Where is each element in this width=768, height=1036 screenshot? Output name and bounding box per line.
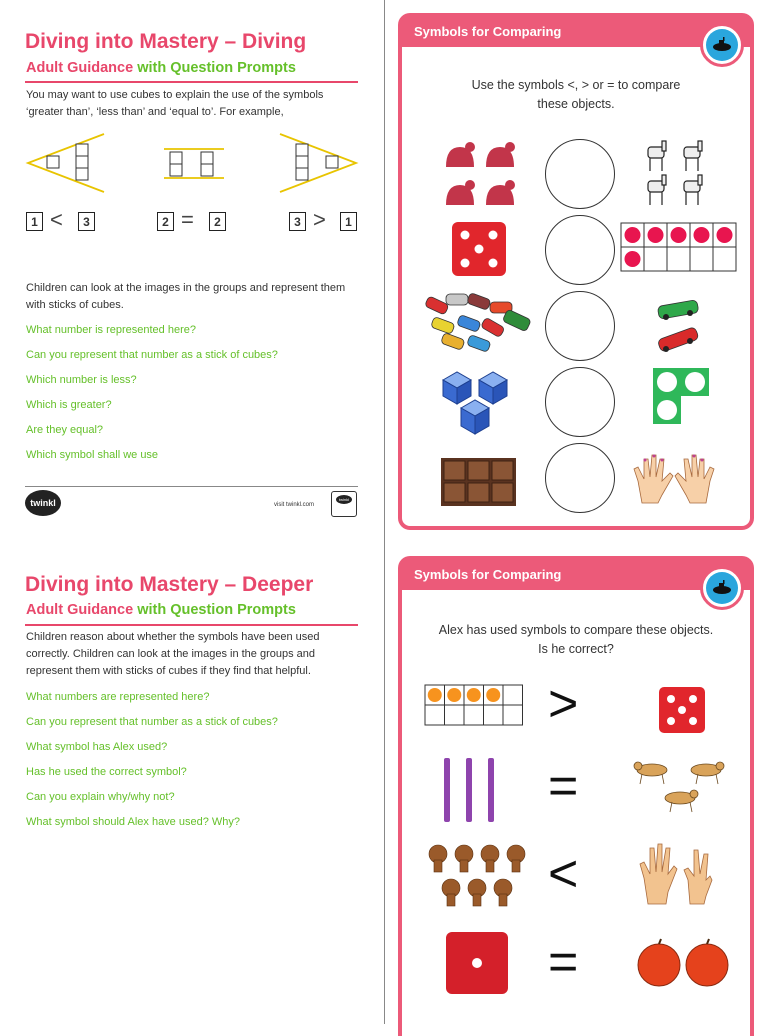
example-1-symbol: < [50, 207, 63, 232]
car-icon [654, 297, 706, 355]
card-header [402, 560, 750, 590]
footer-line [25, 486, 358, 487]
page-subtitle [26, 602, 296, 618]
example-2-symbol: = [181, 207, 194, 232]
subtitle-adult-guidance: Adult Guidance [26, 60, 134, 76]
greater-than-cubes [280, 134, 356, 192]
activity-card [398, 13, 754, 530]
example-3-left-number: 3 [289, 212, 306, 231]
card-instruction [402, 76, 750, 114]
badge-label: twinkl [336, 495, 352, 504]
comparison-symbol: = [548, 757, 579, 815]
example-1-right-number: 3 [78, 212, 95, 231]
hat-icon [442, 139, 522, 211]
instruction-line: Alex has used symbols to compare these objects. [438, 623, 714, 637]
twinkl-logo: twinkl [25, 490, 61, 516]
comparison-symbol: > [548, 675, 579, 733]
quality-badge-icon [331, 491, 357, 517]
activity-card [398, 556, 754, 1036]
question-prompt: What symbol should Alex have used? Why? [26, 816, 241, 828]
example-2-right-number: 2 [209, 212, 226, 231]
subtitle-adult-guidance: Adult Guidance [26, 602, 134, 618]
less-than-cubes [28, 134, 104, 192]
cheetah-icon [632, 758, 736, 818]
hands-icon [638, 840, 722, 906]
question-prompt: Which is greater? [26, 399, 112, 411]
body-text: Children can look at the images in the groups and represent them with sticks of cubes. [26, 282, 346, 311]
dice-icon [444, 930, 514, 1000]
example-3-symbol: > [313, 207, 326, 232]
ten-frame-icon [620, 222, 740, 276]
title-underline [25, 81, 358, 83]
answer-circle[interactable] [545, 215, 615, 285]
card-title: Symbols for Comparing [414, 24, 562, 39]
card-header [402, 17, 750, 47]
page-title: Diving into Mastery – Deeper [25, 573, 314, 596]
hands-icon [632, 451, 716, 507]
page-subtitle [26, 60, 296, 76]
answer-circle[interactable] [545, 443, 615, 513]
apple-icon [636, 938, 732, 988]
visit-link[interactable]: visit twinkl.com [274, 502, 315, 508]
question-prompt: What numbers are represented here? [26, 691, 210, 703]
question-prompt: Which number is less? [26, 374, 137, 386]
cube-icon [439, 368, 517, 444]
car-icon [424, 292, 534, 357]
submarine-icon [700, 566, 744, 610]
question-prompt: Can you represent that number as a stick of cubes? [26, 349, 278, 361]
example-1-left-number: 1 [26, 212, 43, 231]
example-3-right-number: 1 [340, 212, 357, 231]
answer-circle[interactable] [545, 367, 615, 437]
dot-frame-icon [652, 367, 712, 427]
intro-text: You may want to use cubes to explain the use of the symbols ‘greater than’, ‘less than’ and ‘equal to’. For example, [26, 89, 324, 118]
page-title: Diving into Mastery – Diving [25, 30, 307, 53]
title-underline [25, 624, 358, 626]
question-prompt: What symbol has Alex used? [26, 741, 168, 753]
question-prompt: Has he used the correct symbol? [26, 766, 187, 778]
subtitle-question-prompts: with Question Prompts [137, 602, 296, 618]
question-prompt: Are they equal? [26, 424, 104, 436]
chocolate-icon [440, 457, 518, 509]
question-prompt: Can you represent that number as a stick of cubes? [26, 716, 278, 728]
instruction-line: Is he correct? [538, 642, 614, 656]
answer-circle[interactable] [545, 291, 615, 361]
zebra-icon [642, 139, 712, 211]
comparison-symbol: = [548, 933, 579, 991]
cube-comparison-diagram [24, 130, 364, 200]
question-prompt: Can you explain why/why not? [26, 791, 175, 803]
submarine-icon [700, 23, 744, 67]
dice-icon [658, 686, 708, 736]
page-divider [384, 0, 385, 1024]
card-title: Symbols for Comparing [414, 567, 562, 582]
example-2-left-number: 2 [157, 212, 174, 231]
ten-frame-icon [424, 684, 526, 728]
meerkat-icon [426, 842, 536, 912]
question-prompt: Which symbol shall we use [26, 449, 159, 461]
comparison-symbol: < [548, 845, 579, 903]
instruction-line: these objects. [537, 97, 615, 111]
card-instruction [402, 621, 750, 659]
answer-circle[interactable] [545, 139, 615, 209]
cube-stick-icon [442, 756, 504, 826]
subtitle-question-prompts: with Question Prompts [137, 60, 296, 76]
dice-icon [450, 220, 510, 280]
equal-cubes [164, 149, 224, 178]
question-prompt: What number is represented here? [26, 324, 196, 336]
body-text: Children reason about whether the symbols have been used correctly. Children can look at the images in the groups and represent them with sticks of cubes if they find that helpful. [26, 631, 320, 677]
instruction-line: Use the symbols <, > or = to compare [471, 78, 681, 92]
